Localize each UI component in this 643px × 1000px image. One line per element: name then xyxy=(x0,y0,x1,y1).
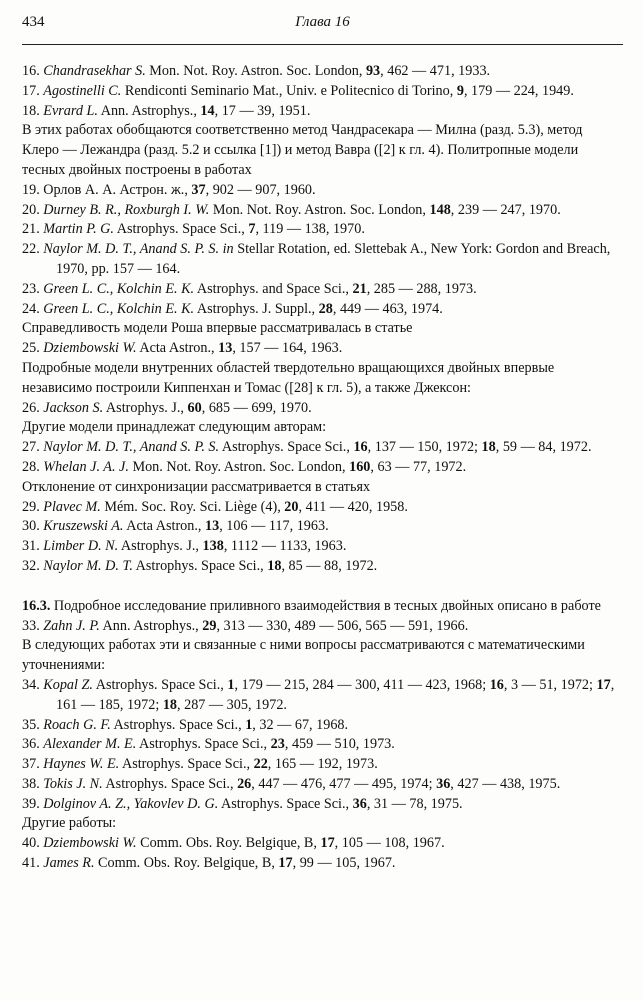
reference-source: , 285 — 288, 1973. xyxy=(366,280,477,297)
commentary-paragraph xyxy=(22,636,623,676)
reference-source: , 287 — 305, 1972. xyxy=(177,696,287,713)
reference-number: 24. xyxy=(22,300,44,317)
reference-volume: 16 xyxy=(353,439,368,456)
reference-number: 35. xyxy=(22,716,44,733)
reference-volume: 13 xyxy=(218,340,233,357)
reference-source: , 313 — 330, 489 — 506, 565 — 591, 1966. xyxy=(216,617,469,634)
reference-authors: Green L. C., Kolchin E. K. xyxy=(43,280,195,297)
reference-volume: 36 xyxy=(436,775,451,792)
commentary-text: Справедливость модели Роша впервые рассматривалась в статье xyxy=(22,320,413,337)
reference-item xyxy=(22,102,623,122)
reference-authors: Evrard L. xyxy=(43,102,98,119)
reference-volume: 17 xyxy=(596,676,611,693)
reference-source: Astrophys. J., xyxy=(103,399,188,416)
reference-item xyxy=(22,557,623,577)
reference-number: 20. xyxy=(22,201,44,218)
reference-authors: Martin P. G. xyxy=(43,221,114,238)
reference-source: Mon. Not. Roy. Astron. Soc. London, xyxy=(145,63,366,79)
reference-volume: 14 xyxy=(200,102,215,119)
reference-source: Rendiconti Seminario Mat., Univ. e Politecnico di Torino, xyxy=(121,82,457,99)
page-header xyxy=(22,14,623,36)
reference-number: 18. xyxy=(22,102,44,119)
reference-item xyxy=(22,854,623,874)
reference-item xyxy=(22,240,623,280)
reference-source: , 685 — 699, 1970. xyxy=(201,399,312,416)
reference-authors: Naylor M. D. T., Anand S. P. S. xyxy=(43,439,220,456)
reference-source: , 85 — 88, 1972. xyxy=(281,557,378,574)
reference-number: 37. xyxy=(22,756,44,773)
commentary-paragraph xyxy=(22,319,623,339)
reference-volume: 17 xyxy=(278,855,293,872)
reference-volume: 160 xyxy=(349,458,371,475)
reference-source: , 157 — 164, 1963. xyxy=(232,340,343,357)
reference-number: 33. xyxy=(22,617,44,634)
reference-number: 36. xyxy=(22,736,44,753)
reference-number: 29. xyxy=(22,498,44,515)
reference-source: , 105 — 108, 1967. xyxy=(334,835,445,852)
page-number: 434 xyxy=(22,14,45,30)
reference-source: Astrophys. J., xyxy=(118,538,203,555)
reference-item xyxy=(22,735,623,755)
reference-source: Mém. Soc. Roy. Sci. Liège (4), xyxy=(100,498,285,515)
reference-number: 26. xyxy=(22,399,44,416)
reference-source: , 32 — 67, 1968. xyxy=(252,716,349,733)
reference-authors: Whelan J. A. J. xyxy=(43,458,129,475)
reference-source: Astrophys. Space Sci., xyxy=(92,676,228,693)
commentary-paragraph xyxy=(22,121,623,180)
reference-authors: Durney B. R., Roxburgh I. W. xyxy=(43,201,210,218)
reference-number: 25. xyxy=(22,340,44,357)
reference-volume: 37 xyxy=(191,181,206,198)
reference-volume: 28 xyxy=(318,300,333,317)
reference-number: 19. xyxy=(22,181,44,198)
reference-source: Ann. Astrophys., xyxy=(97,102,201,119)
reference-source: , 411 — 420, 1958. xyxy=(298,498,408,515)
reference-item xyxy=(22,498,623,518)
reference-number: 30. xyxy=(22,518,44,535)
reference-volume: 16 xyxy=(489,676,504,693)
reference-volume: 36 xyxy=(352,795,367,812)
reference-authors: James R. xyxy=(43,855,95,872)
reference-source: , 119 — 138, 1970. xyxy=(255,221,365,238)
reference-number: 31. xyxy=(22,538,44,555)
reference-source: Astrophys. Space Sci., xyxy=(218,795,353,812)
reference-source: Acta Astron., xyxy=(123,518,206,535)
reference-source: Astrophys. Space Sci., xyxy=(102,775,238,792)
reference-volume: 18 xyxy=(267,557,282,574)
commentary-text: Подробные модели внутренних областей твердотельно вращающихся двойных впервые независимо построили Киппенхан и Томас ([28] к гл. 5), а также Джексон: xyxy=(22,359,555,396)
reference-item xyxy=(22,834,623,854)
reference-item xyxy=(22,399,623,419)
reference-number: 32. xyxy=(22,557,44,574)
section-gap xyxy=(22,577,623,597)
commentary-paragraph xyxy=(22,478,623,498)
reference-number: 28. xyxy=(22,458,44,475)
reference-authors: Naylor M. D. T., Anand S. P. S. in xyxy=(43,241,234,258)
reference-source: Mon. Not. Roy. Astron. Soc. London, xyxy=(128,458,350,475)
reference-volume: 22 xyxy=(253,756,268,773)
reference-number: 16. xyxy=(22,63,44,79)
reference-volume: 7 xyxy=(248,221,256,238)
reference-item xyxy=(22,181,623,201)
reference-authors: Jackson S. xyxy=(43,399,104,416)
commentary-paragraph xyxy=(22,814,623,834)
reference-number: 38. xyxy=(22,775,44,792)
reference-authors: Naylor M. D. T. xyxy=(43,557,133,574)
commentary-text: Другие работы: xyxy=(22,815,117,832)
commentary-paragraph xyxy=(22,418,623,438)
reference-source: , 179 — 224, 1949. xyxy=(463,82,574,99)
reference-source: , 902 — 907, 1960. xyxy=(205,181,316,198)
reference-number: 39. xyxy=(22,795,44,812)
commentary-text: В следующих работах эти и связанные с ними вопросы рассматриваются с математическими уточнениями: xyxy=(22,637,585,674)
reference-item xyxy=(22,775,623,795)
commentary-text: В этих работах обобщаются соответственно метод Чандрасекара — Милна (разд. 5.3), метод Клеро — Лежандра (разд. 5.2 и ссылка [1]) и метод Вавра ([2] к гл. 4). Политропные модели тесных двойных построены в работах xyxy=(22,122,583,178)
references-body xyxy=(22,62,623,874)
running-title: Глава 16 xyxy=(295,14,350,30)
reference-source: Astrophys. Space Sci., xyxy=(113,221,249,238)
reference-item xyxy=(22,82,623,102)
reference-authors: Kruszewski A. xyxy=(43,518,124,535)
reference-item xyxy=(22,755,623,775)
reference-source: , 137 — 150, 1972; xyxy=(367,439,482,456)
commentary-text: Другие модели принадлежат следующим авторам: xyxy=(22,419,327,436)
reference-authors: Dziembowski W. xyxy=(43,835,137,852)
reference-authors: Limber D. N. xyxy=(43,538,119,555)
reference-authors: Roach G. F. xyxy=(43,716,111,733)
reference-authors: Tokis J. N. xyxy=(43,775,103,792)
reference-source: , 459 — 510, 1973. xyxy=(284,736,395,753)
reference-source: , 1112 — 1133, 1963. xyxy=(223,538,347,555)
reference-source: Astrophys. J. Suppl., xyxy=(194,300,319,317)
reference-source: Astrophys. and Space Sci., xyxy=(194,280,353,297)
reference-source: , 17 — 39, 1951. xyxy=(214,102,311,119)
reference-item xyxy=(22,438,623,458)
reference-source: , 3 — 51, 1972; xyxy=(503,676,597,693)
reference-source: , 239 — 247, 1970. xyxy=(450,201,561,218)
reference-authors: Haynes W. E. xyxy=(43,756,120,773)
reference-item xyxy=(22,517,623,537)
reference-number: 17. xyxy=(22,82,44,99)
reference-item xyxy=(22,795,623,815)
reference-authors: Alexander M. E. xyxy=(43,736,137,753)
reference-volume: 13 xyxy=(205,518,220,535)
reference-source: Astrophys. Space Sci., xyxy=(136,736,271,753)
reference-item xyxy=(22,280,623,300)
reference-volume: 1 xyxy=(227,676,235,693)
reference-authors: Dolginov A. Z., Yakovlev D. G. xyxy=(43,795,219,812)
reference-item xyxy=(22,220,623,240)
reference-source: , 59 — 84, 1972. xyxy=(495,439,592,456)
reference-volume: 93 xyxy=(365,63,381,79)
reference-source: Comm. Obs. Roy. Belgique, B, xyxy=(136,835,321,852)
reference-source: , 165 — 192, 1973. xyxy=(267,756,378,773)
reference-number: 23. xyxy=(22,280,44,297)
reference-source: , 179 — 215, 284 — 300, 411 — 423, 1968; xyxy=(234,676,490,693)
reference-source: , 31 — 78, 1975. xyxy=(366,795,463,812)
reference-source: , 99 — 105, 1967. xyxy=(292,855,396,872)
reference-volume: 26 xyxy=(237,775,252,792)
reference-volume: 148 xyxy=(429,201,451,218)
reference-source: Орлов А. А. Астрон. ж., xyxy=(43,181,192,198)
header-rule xyxy=(22,44,623,45)
reference-source: Acta Astron., xyxy=(136,340,219,357)
reference-number: 34. xyxy=(22,676,44,693)
reference-volume: 18 xyxy=(481,439,496,456)
reference-item xyxy=(22,201,623,221)
reference-number: 41. xyxy=(22,855,44,872)
reference-volume: 1 xyxy=(245,716,253,733)
reference-authors: Green L. C., Kolchin E. K. xyxy=(43,300,195,317)
reference-authors: Dziembowski W. xyxy=(43,340,137,357)
reference-item xyxy=(22,62,623,82)
reference-source: Stellar Rotation, ed. Slettebak A., New York: Gordon and Breach, 1970, pp. 157 — 164. xyxy=(56,241,611,277)
reference-source: Astrophys. Space Sci., xyxy=(119,756,254,773)
reference-source: , 427 — 438, 1975. xyxy=(450,775,561,792)
reference-number: 40. xyxy=(22,835,44,852)
reference-number: 21. xyxy=(22,221,44,238)
reference-source: , 106 — 117, 1963. xyxy=(219,518,329,535)
reference-source: , 161 — 185, 1972; xyxy=(56,676,615,713)
reference-authors: Plavec M. xyxy=(43,498,101,515)
reference-source: Astrophys. Space Sci., xyxy=(219,439,354,456)
commentary-paragraph xyxy=(22,359,623,399)
reference-source: , 63 — 77, 1972. xyxy=(370,458,467,475)
reference-source: Astrophys. Space Sci., xyxy=(132,557,268,574)
section-number: 16.3. xyxy=(22,597,51,614)
reference-item xyxy=(22,716,623,736)
reference-volume: 60 xyxy=(187,399,202,416)
reference-number: 27. xyxy=(22,439,44,456)
reference-source: Mon. Not. Roy. Astron. Soc. London, xyxy=(209,201,430,218)
reference-volume: 17 xyxy=(320,835,335,852)
reference-item xyxy=(22,339,623,359)
reference-volume: 9 xyxy=(456,82,464,99)
reference-volume: 20 xyxy=(284,498,299,515)
reference-source: Ann. Astrophys., xyxy=(99,617,203,634)
reference-source: , 447 — 476, 477 — 495, 1974; xyxy=(251,775,437,792)
reference-volume: 21 xyxy=(352,280,367,297)
reference-authors: Zahn J. P. xyxy=(43,617,100,634)
reference-source: , 449 — 463, 1974. xyxy=(332,300,443,317)
reference-authors: Agostinelli C. xyxy=(43,82,122,99)
reference-volume: 138 xyxy=(202,538,224,555)
reference-source: Comm. Obs. Roy. Belgique, B, xyxy=(94,855,279,872)
reference-source: , 462 — 471, 1933. xyxy=(380,63,491,79)
reference-volume: 18 xyxy=(162,696,177,713)
section-text: Подробное исследование приливного взаимодействия в тесных двойных описано в работе xyxy=(50,597,601,614)
reference-number: 22. xyxy=(22,241,44,258)
reference-item xyxy=(22,617,623,637)
commentary-text: Отклонение от синхронизации рассматривается в статьях xyxy=(22,478,371,495)
section-paragraph xyxy=(22,597,623,617)
reference-source: Astrophys. Space Sci., xyxy=(110,716,246,733)
reference-item xyxy=(22,458,623,478)
reference-item xyxy=(22,676,623,716)
reference-item xyxy=(22,300,623,320)
reference-authors: Chandrasekhar S. xyxy=(43,63,146,79)
reference-item xyxy=(22,537,623,557)
reference-volume: 29 xyxy=(202,617,217,634)
reference-volume: 23 xyxy=(270,736,285,753)
reference-authors: Kopal Z. xyxy=(43,676,93,693)
